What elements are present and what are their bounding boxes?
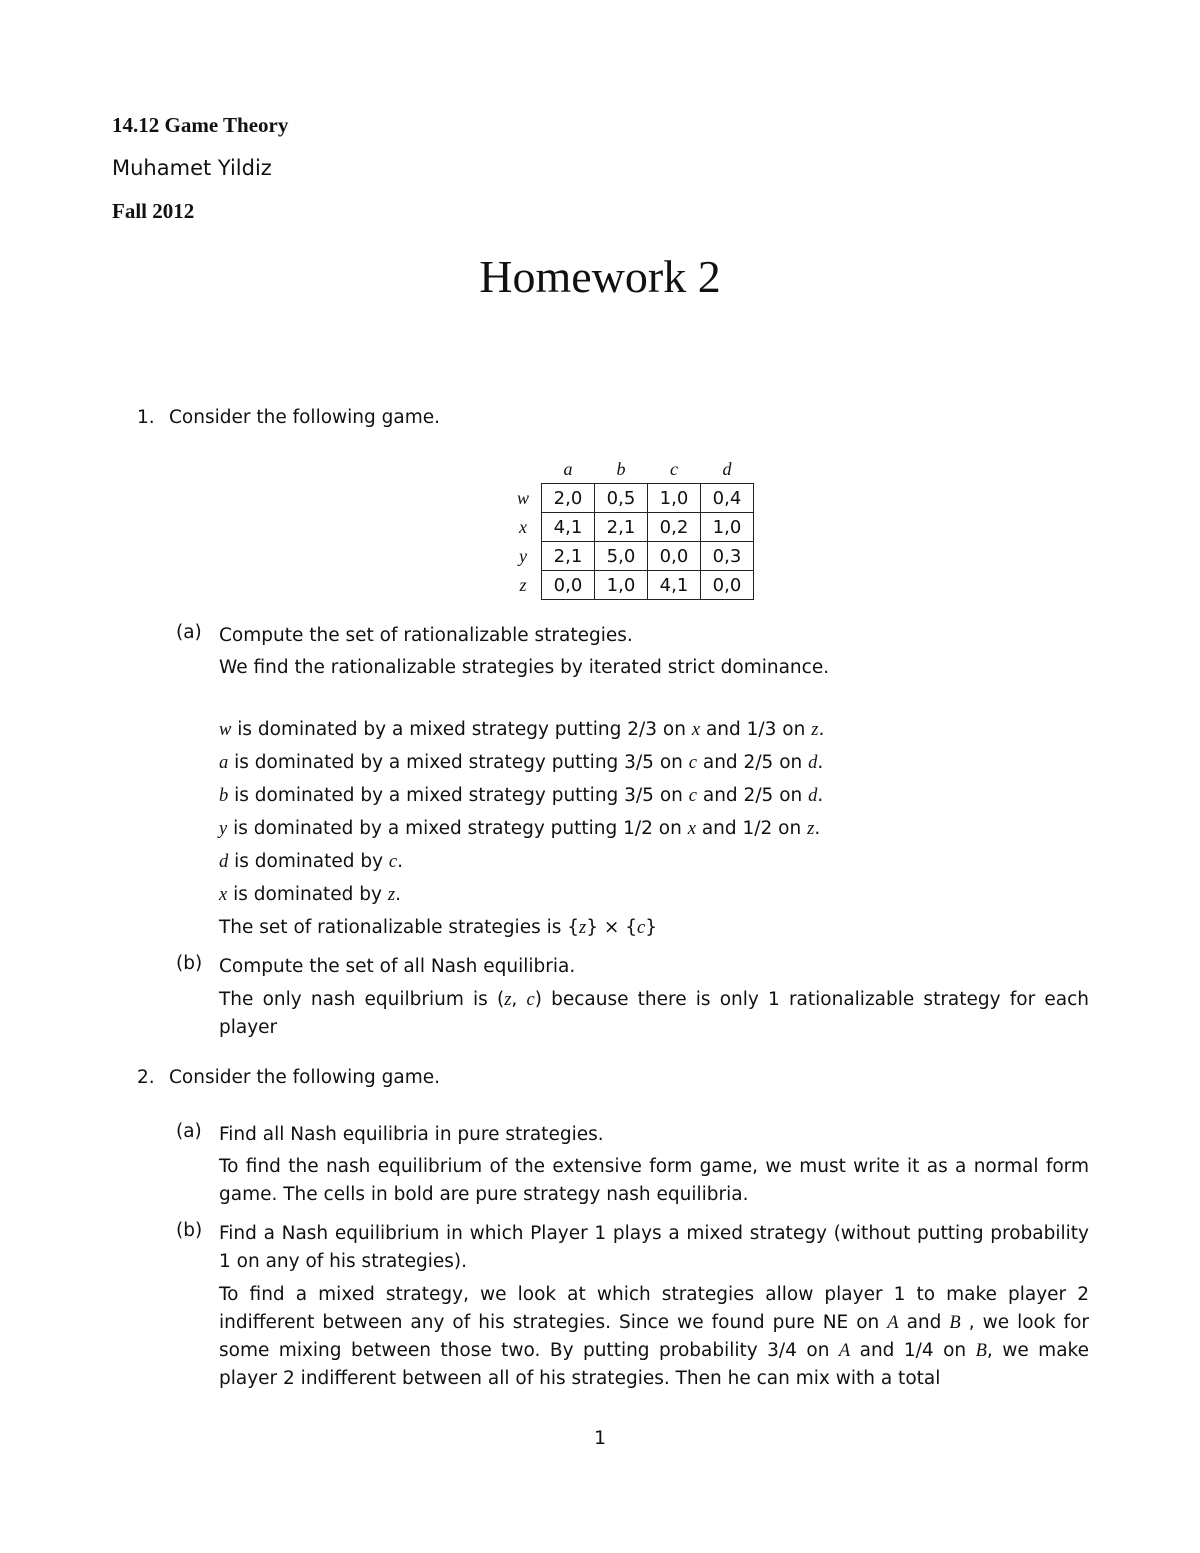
payoff-row — [505, 542, 754, 571]
column-header: a — [563, 458, 573, 479]
q1b-answer: The only nash equilbrium is (z, c) because there is only 1 rationalizable strategy for each player — [219, 989, 1089, 1038]
column-header: d — [722, 458, 732, 479]
q1a-intro: We find the rationalizable strategies by iterated strict dominance. — [219, 657, 830, 678]
document-title: Homework 2 — [479, 251, 721, 302]
payoff-cell: 1,0 — [648, 484, 701, 513]
column-header: b — [616, 458, 626, 479]
dominance-step: a is dominated by a mixed strategy putting 3/5 on c and 2/5 on d. — [219, 752, 824, 773]
q2-number: 2. — [137, 1067, 155, 1088]
row-header: y — [519, 545, 527, 566]
payoff-row — [505, 484, 754, 513]
payoff-header-row — [505, 455, 754, 484]
strategy-symbol: d — [219, 852, 229, 872]
payoff-cell: 0,2 — [648, 513, 701, 542]
strategy-symbol: b — [219, 786, 229, 806]
row-header: w — [516, 487, 529, 508]
payoff-cell: 1,0 — [701, 513, 754, 542]
strategy-symbol: y — [219, 819, 228, 839]
payoff-cell: 0,3 — [701, 542, 754, 571]
q1a-label: (a) — [176, 622, 202, 643]
strategy-symbol: a — [219, 753, 229, 773]
payoff-cell: 0,4 — [701, 484, 754, 513]
q2b-label: (b) — [176, 1220, 203, 1241]
q2a-question: Find all Nash equilibria in pure strategies. — [219, 1124, 604, 1145]
dominance-step: d is dominated by c. — [219, 851, 404, 872]
payoff-cell: 0,5 — [595, 484, 648, 513]
q2a-label: (a) — [176, 1121, 202, 1142]
payoff-cell: 4,1 — [542, 513, 595, 542]
page-number: 1 — [593, 1427, 607, 1449]
payoff-cell: 0,0 — [701, 571, 754, 600]
q1-prompt: Consider the following game. — [169, 407, 441, 428]
dominance-step: x is dominated by z. — [219, 884, 401, 905]
q2-prompt: Consider the following game. — [169, 1067, 441, 1088]
payoff-cell: 2,1 — [542, 542, 595, 571]
payoff-cell: 0,0 — [648, 542, 701, 571]
q2b-answer: To find a mixed strategy, we look at which strategies allow player 1 to make player 2 indifferent between any of his strategies. Since we found pure NE on A and B , we look for some mixing between those two. By putting probability 3/4 on A and 1/4 on B, we make player 2 indifferent between all of his strategies. Then he can mix with a total — [219, 1284, 1089, 1389]
dominance-step: b is dominated by a mixed strategy putting 3/5 on c and 2/5 on d. — [219, 785, 824, 806]
q1a-question: Compute the set of rationalizable strategies. — [219, 625, 633, 646]
dominance-step: y is dominated by a mixed strategy putting 1/2 on x and 1/2 on z. — [219, 818, 821, 839]
row-header: z — [519, 574, 527, 595]
q1b-question: Compute the set of all Nash equilibria. — [219, 956, 576, 977]
payoff-row — [505, 513, 754, 542]
row-header: x — [519, 516, 527, 537]
payoff-cell: 1,0 — [595, 571, 648, 600]
payoff-cell: 2,0 — [542, 484, 595, 513]
course-title: 14.12 Game Theory — [112, 113, 289, 137]
author-name: Muhamet Yildiz — [112, 156, 272, 180]
q1a-conclusion: The set of rationalizable strategies is {z} × {c} — [219, 917, 658, 938]
payoff-cell: 4,1 — [648, 571, 701, 600]
column-header: c — [670, 458, 678, 479]
payoff-matrix — [505, 455, 754, 600]
q1b-label: (b) — [176, 953, 203, 974]
strategy-symbol: w — [219, 720, 232, 740]
strategy-symbol: x — [219, 885, 228, 905]
payoff-cell: 0,0 — [542, 571, 595, 600]
dominance-step: w is dominated by a mixed strategy putting 2/3 on x and 1/3 on z. — [219, 719, 825, 740]
term-label: Fall 2012 — [112, 199, 195, 223]
q2a-answer: To find the nash equilibrium of the extensive form game, we must write it as a normal form game. The cells in bold are pure strategy nash equilibria. — [219, 1156, 1089, 1205]
payoff-cell: 2,1 — [595, 513, 648, 542]
q2b-question: Find a Nash equilibrium in which Player 1 plays a mixed strategy (without putting probability 1 on any of his strategies). — [219, 1223, 1089, 1272]
q1-number: 1. — [137, 407, 155, 428]
payoff-cell: 5,0 — [595, 542, 648, 571]
payoff-row — [505, 571, 754, 600]
